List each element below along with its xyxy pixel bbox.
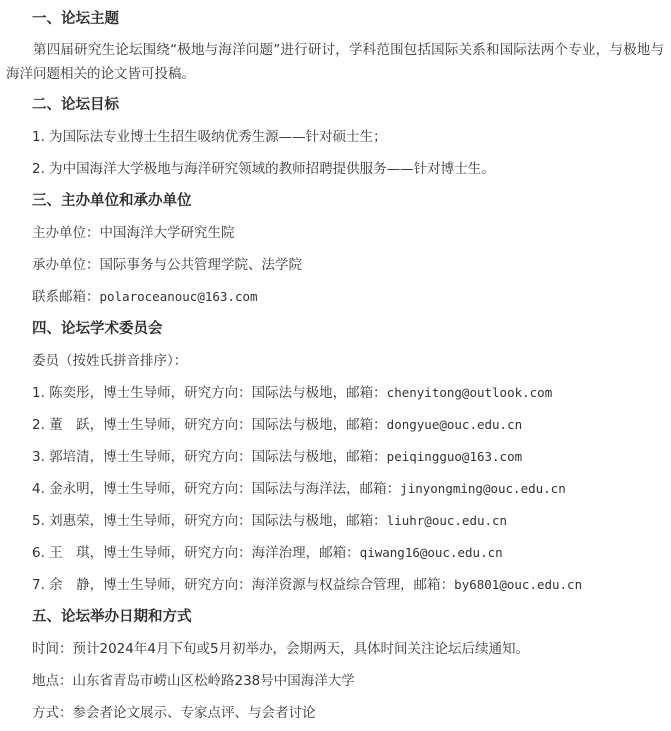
member-email-link[interactable]: liuhr@ouc.edu.cn [386, 513, 508, 528]
member-email-link[interactable]: qiwang16@ouc.edu.cn [359, 545, 503, 560]
member-row [32, 383, 552, 403]
contact-email-line [32, 287, 258, 307]
member-email-link[interactable]: by6801@ouc.edu.cn [454, 577, 583, 592]
member-row [32, 511, 507, 531]
section-heading-goals: 二、论坛目标 [32, 97, 119, 113]
member-row [32, 415, 522, 435]
host-value: 中国海洋大学研究生院 [99, 225, 235, 241]
organizer-value: 国际事务与公共管理学院、法学院 [99, 257, 302, 273]
section-heading-theme: 一、论坛主题 [32, 11, 119, 27]
host-label: 主办单位： [32, 225, 100, 241]
member-info: 2. 董 跃，博士生导师，研究方向：国际法与极地，邮箱： [32, 417, 387, 433]
section-heading-schedule: 五、论坛举办日期和方式 [32, 609, 192, 625]
member-info: 7. 余 静，博士生导师，研究方向：海洋资源与权益综合管理，邮箱： [32, 577, 455, 593]
member-row [32, 575, 582, 595]
goal-item-2: 2. 为中国海洋大学极地与海洋研究领域的教师招聘提供服务——针对博士生。 [32, 161, 495, 177]
member-info: 3. 郭培清，博士生导师，研究方向：国际法与极地，邮箱： [32, 449, 387, 465]
member-row [32, 543, 503, 563]
section-heading-committee: 四、论坛学术委员会 [32, 321, 163, 337]
committee-intro: 委员（按姓氏拼音排序）： [32, 353, 188, 369]
theme-paragraph: 第四届研究生论坛围绕“极地与海洋问题”进行研讨，学科范围包括国际关系和国际法两个专业，与极地与海洋问题相关的论文皆可投稿。 [6, 42, 664, 82]
email-label: 联系邮箱： [32, 289, 100, 305]
member-row [32, 479, 566, 499]
schedule-time: 时间：预计2024年4月下旬或5月初举办，会期两天，具体时间关注论坛后续通知。 [32, 641, 530, 657]
member-info: 5. 刘惠荣，博士生导师，研究方向：国际法与极地，邮箱： [32, 513, 387, 529]
member-email-link[interactable]: chenyitong@outlook.com [386, 385, 553, 400]
member-email-link[interactable]: jinyongming@ouc.edu.cn [400, 481, 566, 496]
member-info: 1. 陈奕彤，博士生导师，研究方向：国际法与极地，邮箱： [32, 385, 387, 401]
member-email-link[interactable]: dongyue@ouc.edu.cn [386, 417, 523, 432]
member-info: 4. 金永明，博士生导师，研究方向：国际法与海洋法，邮箱： [32, 481, 401, 497]
organizer-line [32, 255, 302, 275]
member-row [32, 447, 522, 467]
contact-email-link[interactable]: polaroceanouc@163.com [99, 289, 258, 304]
organizer-label: 承办单位： [32, 257, 100, 273]
schedule-method: 方式：参会者论文展示、专家点评、与会者讨论 [32, 705, 316, 721]
host-line [32, 223, 235, 243]
member-info: 6. 王 琪，博士生导师，研究方向：海洋治理，邮箱： [32, 545, 360, 561]
member-email-link[interactable]: peiqingguo@163.com [386, 449, 523, 464]
goal-item-1: 1. 为国际法专业博士生招生吸纳优秀生源——针对硕士生； [32, 129, 387, 145]
schedule-place: 地点：山东省青岛市崂山区松岭路238号中国海洋大学 [32, 673, 355, 689]
section-heading-organizers: 三、主办单位和承办单位 [32, 193, 192, 209]
